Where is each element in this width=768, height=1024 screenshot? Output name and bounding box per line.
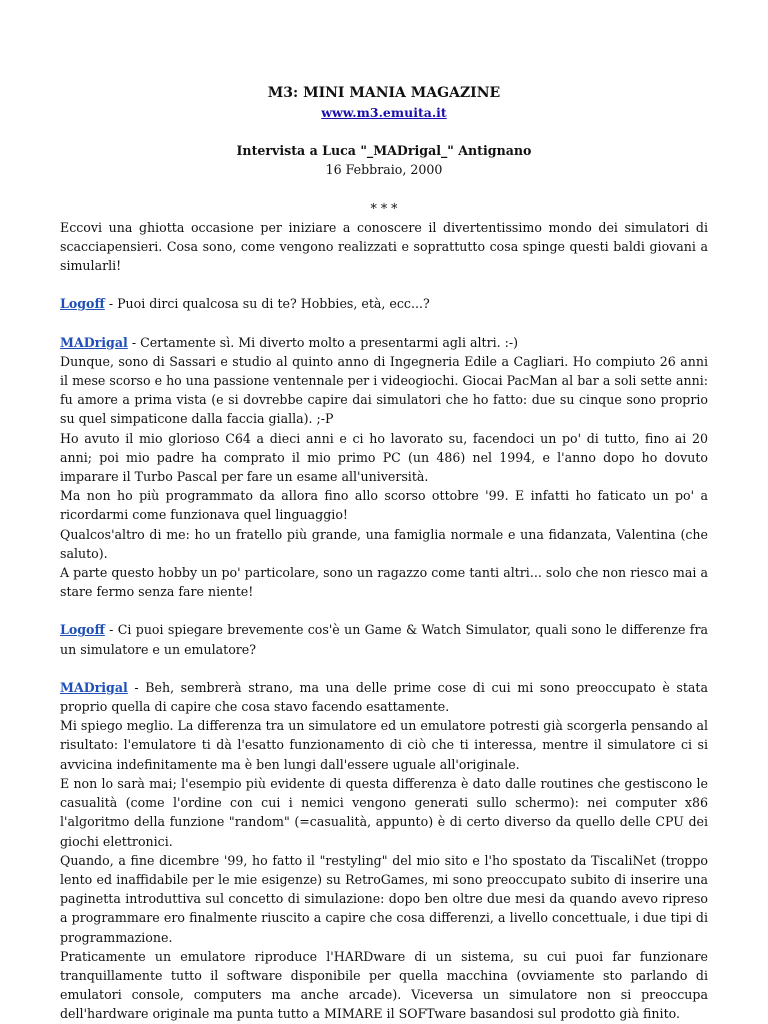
answer-line: Qualcos'altro di me: ho un fratello più grande, una famiglia normale e una fidanzata, Valentina (che saluto). (60, 526, 708, 561)
speaker-madrigal[interactable]: MADrigal (60, 334, 128, 350)
question-text: - Puoi dirci qualcosa su di te? Hobbies, età, ecc...? (104, 296, 430, 312)
answer-line: Quando, a fine dicembre '99, ho fatto il "restyling" del mio sito e l'ho spostato da TiscaliNet (troppo lento ed inaffidabile per le mie esigenze) su RetroGames, mi sono preoccupato subito di inserire una paginetta introduttiva sul concetto di simulazione: dopo ben oltre due mesi da quando avevo ripreso a programmare ero finalmente riuscito a capire che cosa differenzi, a livello concettuale, i due tipi di programmazione. (60, 852, 708, 945)
question-2 (60, 620, 708, 658)
answer-line: A parte questo hobby un po' particolare, sono un ragazzo come tanti altri... solo che non riesco mai a stare fermo senza fare niente! (60, 565, 708, 600)
interview-date: 16 Febbraio, 2000 (325, 162, 443, 178)
section-separator: * * * (370, 200, 398, 216)
answer-line: E non lo sarà mai; l'esempio più evidente di questa differenza è dato dalle routines che gestiscono le casualità (come l'ordine con cui i nemici vengono generati sullo schermo): nei computer x86 l'algoritmo della funzione "random" (=casualità, appunto) è di certo diverso da quello delle CPU dei giochi elettronici. (60, 775, 708, 849)
speaker-logoff[interactable]: Logoff (60, 622, 105, 638)
question-text: - Ci puoi spiegare brevemente cos'è un Game & Watch Simulator, quali sono le differenze fra un simulatore e un emulatore? (60, 622, 708, 657)
answer-line: Mi spiego meglio. La differenza tra un simulatore ed un emulatore potresti già scorgerla pensando al risultato: l'emulatore ti dà l'esatto funzionamento di ciò che ti interessa, mentre il simulatore ci si avvicina indefinitamente ma è ben lungi dall'essere uguale all'originale. (60, 718, 708, 772)
magazine-title: M3: MINI MANIA MAGAZINE (267, 85, 501, 101)
interview-title: Intervista a Luca "_MADrigal_" Antignano (236, 143, 532, 159)
speaker-madrigal[interactable]: MADrigal (60, 679, 128, 695)
question-1 (60, 294, 708, 313)
intro-paragraph: Eccovi una ghiotta occasione per iniziare a conoscere il divertentissimo mondo dei simulatori di scacciapensieri. Cosa sono, come vengono realizzati e soprattutto cosa spinge questi baldi giovani a simularli! (60, 219, 708, 274)
answer-line: MADrigal - Beh, sembrerà strano, ma una delle prime cose di cui mi sono preoccupato è stata proprio quella di capire che cosa stavo facendo esattamente. (60, 679, 708, 715)
answer-line: MADrigal - Certamente sì. Mi diverto molto a presentarmi agli altri. :-) (60, 334, 519, 350)
speaker-logoff[interactable]: Logoff (60, 296, 105, 312)
site-link[interactable]: www.m3.emuita.it (321, 105, 447, 120)
answer-line: Praticamente un emulatore riproduce l'HARDware di un sistema, su cui puoi far funzionare tranquillamente tutto il software disponibile per quella macchina (ovviamente sto parlando di emulatori console, computers ma anche arcade). Viceversa un simulatore non si preoccupa dell'hardware originale ma punta tutto a MIMARE il SOFTware basandosi sul prodotto già finito. (60, 948, 708, 1022)
site-link-wrapper (60, 103, 708, 122)
answer-line: Dunque, sono di Sassari e studio al quinto anno di Ingegneria Edile a Cagliari. Ho compiuto 26 anni il mese scorso e ho una passione ventennale per i videogiochi. Giocai PacMan al bar a soli sette anni: fu amore a prima vista (e si dovrebbe capire dai simulatori che ho fatto: due su cinque sono proprio su quel simpaticone dalla faccia gialla). ;-P (60, 353, 708, 427)
answer-line: Ho avuto il mio glorioso C64 a dieci anni e ci ho lavorato su, facendoci un po' di tutto, fino ai 20 anni; poi mio padre ha comprato il mio primo PC (un 486) nel 1994, e l'anno dopo ho dovuto imparare il Turbo Pascal per fare un esame all'università. (60, 430, 708, 485)
answer-1 (60, 333, 708, 602)
answer-2 (60, 678, 708, 1024)
answer-line: Ma non ho più programmato da allora fino allo scorso ottobre '99. E infatti ho faticato un po' a ricordarmi come funzionava quel linguaggio! (60, 488, 708, 523)
